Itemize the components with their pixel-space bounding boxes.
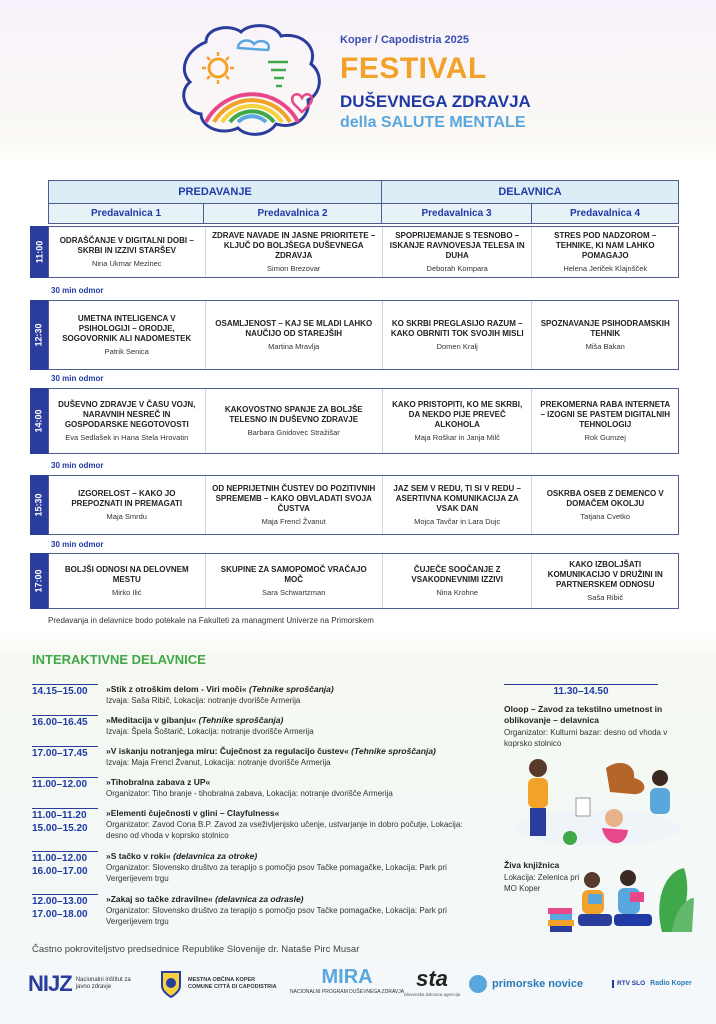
- session-cell: UMETNA INTELIGENCA V PSIHOLOGIJI – ORODJE, SOGOVORNIK ALI NADOMESTEK Patrik Senica: [62, 314, 192, 356]
- session-cell: ZDRAVE NAVADE IN JASNE PRIORITETE – KLJUČ DO BOLJŠEGA DUŠEVNEGA ZDRAVJA Simon Brezovar: [205, 227, 382, 277]
- sta-logo: sta Slovenska tiskovna agencija: [403, 966, 461, 997]
- nijz-logo: NIJZ Nacionalni inštitut za javno zdravje: [28, 971, 131, 996]
- session-cell: OD NEPRIJETNIH ČUSTEV DO POZITIVNIH SPREMEMB – KAKO OBVLADATI SVOJA ČUSTVA Maja Frencl Žvanut: [205, 476, 382, 534]
- session-cell: STRES POD NADZOROM – TEHNIKE, KI NAM LAHKO POMAGAJO Helena Jeriček Klajnšček: [531, 227, 678, 277]
- time-slot-label: 15:30: [30, 475, 48, 535]
- time-slot-label: 12:30: [30, 300, 48, 370]
- session-cell: ČUJEČE SOOČANJE Z VSAKODNEVNIMI IZZIVI Nina Krohne: [382, 554, 532, 608]
- session-cell: KAKO IZBOLJŠATI KOMUNIKACIJO V DRUŽINI IN PARTNERSKEM ODNOSU Saša Ribič: [531, 554, 678, 608]
- session-cell: IZGORELOST – KAKO JO PREPOZNATI IN PREMAGATI Maja Smrdu: [71, 489, 183, 521]
- section-predavanje: PREDAVANJE: [48, 180, 382, 204]
- venue-note: Predavanja in delavnice bodo potekale na Fakulteti za managment Univerze na Primorskem: [48, 616, 374, 625]
- pn-mark-icon: [468, 974, 488, 994]
- session-cell: BOLJŠI ODNOSI NA DELOVNEM MESTU Mirko Ilić: [64, 565, 189, 597]
- workshop-illustration-icon: [510, 748, 686, 852]
- brain-logo-icon: [176, 22, 326, 140]
- side-workshop-desc: Organizator: Kulturni bazar: desno od vhoda v koprsko stolnico: [504, 728, 668, 748]
- session-cell: ODRAŠČANJE V DIGITALNI DOBI – SKRBI IN IZZIVI STARŠEV Nina Ukmar Mezinec: [59, 236, 194, 268]
- rtv-logo: RTV SLO Radio Koper: [612, 966, 692, 1002]
- room-2: Predavalnica 2: [204, 204, 382, 224]
- session-cell: KO SKRBI PREGLASIJO RAZUM – KAKO OBRNITI TOK SVOJIH MISLI Domen Kralj: [382, 301, 532, 369]
- room-3: Predavalnica 3: [382, 204, 532, 224]
- section-delavnica: DELAVNICA: [382, 180, 679, 204]
- patronage-text: Častno pokroviteljstvo predsednice Republike Slovenije dr. Nataše Pirc Musar: [32, 944, 360, 955]
- break-label: 30 min odmor: [51, 540, 104, 549]
- side-workshop-title: Oloop – Zavod za tekstilno umetnost in oblikovanje – delavnica: [504, 704, 663, 725]
- session-cell: OSAMLJENOST – KAJ SE MLADI LAHKO NAUČIJO OD STAREJŠIH Martina Mravlja: [205, 301, 382, 369]
- session-cell: SPOZNAVANJE PSIHODRAMSKIH TEHNIK Miša Bakan: [531, 301, 678, 369]
- session-cell: PREKOMERNA RABA INTERNETA – IZOGNI SE PASTEM DIGITALNIH TEHNOLOGIJ Rok Gumzej: [531, 389, 678, 453]
- session-cell: SPOPRIJEMANJE S TESNOBO – ISKANJE RAVNOVESJA TELESA IN DUHA Deborah Kompara: [382, 227, 532, 277]
- festival-subtitle-it: della SALUTE MENTALE: [340, 114, 526, 131]
- schedule-table: [48, 180, 679, 224]
- break-label: 30 min odmor: [51, 374, 104, 383]
- sponsor-logos: [28, 966, 698, 1006]
- koper-municipality-logo: MESTNA OBČINA KOPER COMUNE CITTÀ DI CAPODISTRIA: [160, 966, 278, 1002]
- side-workshop-time: 11.30–14.50: [504, 684, 658, 697]
- time-slot-row: [48, 475, 679, 535]
- time-slot-row: [48, 553, 679, 609]
- living-library-location: Lokacija: Zelenica pri MO Koper: [504, 873, 580, 893]
- time-slot-label: 14:00: [30, 388, 48, 454]
- break-label: 30 min odmor: [51, 461, 104, 470]
- mira-logo: MIRA NACIONALNI PROGRAM DUŠEVNEGA ZDRAVJA: [290, 966, 405, 995]
- session-cell: DUŠEVNO ZDRAVJE V ČASU VOJN, NARAVNIH NESREČ IN GOSPODARSKE NEGOTOVOSTI Eva Sedlašek in Hana Stela Hrovatin: [58, 400, 196, 442]
- session-cell: OSKRBA OSEB Z DEMENCO V DOMAČEM OKOLJU Tatjana Cvetko: [531, 476, 678, 534]
- koper-coat-of-arms-icon: [160, 970, 182, 998]
- time-slot-label: 11:00: [30, 226, 48, 278]
- time-slot-row: [48, 388, 679, 454]
- session-cell: SKUPINE ZA SAMOPOMOČ VRAČAJO MOČ Sara Schwartzman: [205, 554, 382, 608]
- festival-title: FESTIVAL: [340, 52, 487, 85]
- festival-subtitle-sl: DUŠEVNEGA ZDRAVJA: [340, 92, 531, 111]
- session-cell: KAKOVOSTNO SPANJE ZA BOLJŠE TELESNO IN DUŠEVNO ZDRAVJE Barbara Gnidovec Stražišar: [205, 389, 382, 453]
- room-1: Predavalnica 1: [48, 204, 204, 224]
- session-cell: JAZ SEM V REDU, TI SI V REDU – ASERTIVNA KOMUNIKACIJA ZA VSAK DAN Mojca Tavčar in Lara Dujc: [382, 476, 532, 534]
- time-slot-label: 17:00: [30, 553, 48, 609]
- primorske-novice-logo: primorske novice: [468, 966, 583, 1002]
- room-4: Predavalnica 4: [532, 204, 679, 224]
- festival-location: Koper / Capodistria 2025: [340, 34, 469, 46]
- session-cell: KAKO PRISTOPITI, KO ME SKRBI, DA NEKDO PIJE PREVEČ ALKOHOLA Maja Roškar in Janja Milč: [382, 389, 532, 453]
- break-label: 30 min odmor: [51, 286, 104, 295]
- time-slot-row: [48, 226, 679, 278]
- interactive-title: INTERAKTIVNE DELAVNICE: [32, 652, 206, 667]
- reading-people-illustration-icon: [544, 862, 694, 942]
- time-slot-row: [48, 300, 679, 370]
- living-library-title: Živa knjižnica: [504, 860, 560, 870]
- header: [0, 0, 716, 160]
